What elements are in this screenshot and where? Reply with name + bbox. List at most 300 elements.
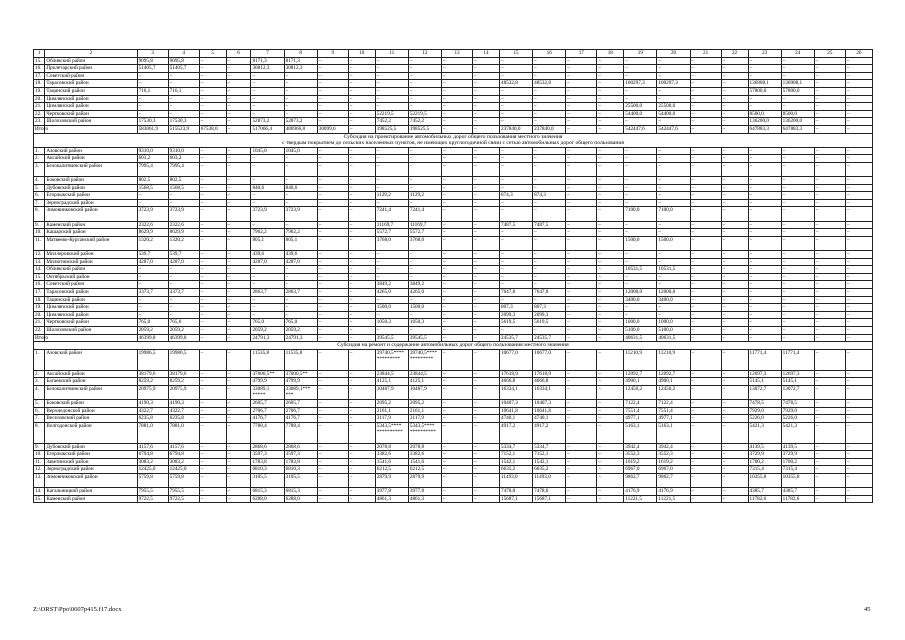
value-cell: 2605,7 [284, 399, 317, 407]
value-cell: – [473, 378, 500, 386]
value-cell: 8 [284, 50, 317, 58]
value-cell: 515523,9 [168, 125, 199, 133]
value-cell: 7788,4 [284, 422, 317, 443]
value-cell: – [348, 458, 375, 466]
value-cell: – [499, 177, 532, 185]
value-cell: – [566, 334, 597, 342]
district-name-cell: Тарасовский район [45, 80, 137, 88]
value-cell: – [375, 95, 408, 103]
value-cell: – [533, 57, 566, 65]
value-cell: – [199, 184, 226, 192]
value-cell: 4125,1 [408, 378, 441, 386]
value-cell: – [597, 311, 624, 319]
value-cell: – [317, 251, 348, 259]
value-cell: – [845, 72, 872, 80]
value-cell: – [442, 488, 473, 496]
value-cell: – [624, 273, 657, 281]
value-cell: – [624, 258, 657, 266]
value-cell: 874,3 [533, 192, 566, 200]
value-cell: – [721, 385, 748, 399]
value-cell: – [499, 103, 532, 111]
value-cell: – [499, 95, 532, 103]
row-number-cell: 1. [34, 349, 45, 370]
district-name-cell: Аксайский район [45, 155, 137, 163]
table-row [34, 422, 873, 443]
value-cell: 46399,8 [168, 334, 199, 342]
value-cell: – [442, 495, 473, 503]
value-cell: 24791,3 [251, 334, 284, 342]
value-cell: – [781, 319, 814, 327]
value-cell: – [845, 258, 872, 266]
value-cell: 237840,0 [533, 125, 566, 133]
value-cell: 3382,6 [408, 451, 441, 459]
value-cell: 3729,9 [781, 451, 814, 459]
value-cell: – [533, 177, 566, 185]
value-cell: 17530,3 [137, 118, 168, 126]
value-cell: – [533, 155, 566, 163]
value-cell: 136908,1 [781, 80, 814, 88]
value-cell: – [168, 103, 199, 111]
value-cell: – [199, 258, 226, 266]
section-heading-text [34, 133, 873, 147]
value-cell: – [199, 207, 226, 221]
value-cell: 3083,2 [137, 458, 168, 466]
value-cell: – [597, 399, 624, 407]
value-cell: 3849,2 [408, 281, 441, 289]
district-name-cell: Аксайский район [45, 370, 137, 378]
value-cell: 5226,0 [748, 415, 781, 423]
value-cell: – [845, 311, 872, 319]
value-cell: – [473, 236, 500, 250]
value-cell: 10487,9 [375, 385, 408, 399]
value-cell: – [597, 415, 624, 423]
value-cell: – [566, 192, 597, 200]
table-row [34, 370, 873, 378]
value-cell: – [473, 311, 500, 319]
value-cell: – [690, 80, 721, 88]
value-cell: – [845, 87, 872, 95]
value-cell: 7122,4 [624, 399, 657, 407]
value-cell: – [624, 229, 657, 237]
value-cell: – [624, 221, 657, 229]
value-cell: – [566, 229, 597, 237]
value-cell: – [721, 95, 748, 103]
value-cell: – [597, 147, 624, 155]
value-cell: 4287,0 [137, 258, 168, 266]
value-cell: – [597, 110, 624, 118]
value-cell: – [845, 162, 872, 176]
value-cell: – [657, 162, 690, 176]
value-cell: 7478,0 [533, 488, 566, 496]
value-cell: – [348, 415, 375, 423]
value-cell: – [199, 72, 226, 80]
value-cell: – [284, 296, 317, 304]
footnote-marker: ********** [409, 429, 436, 436]
value-cell: – [657, 57, 690, 65]
value-cell: – [781, 266, 814, 274]
value-cell: 7100,0 [657, 207, 690, 221]
value-cell: – [814, 236, 845, 250]
value-cell: – [137, 80, 168, 88]
value-cell: – [226, 399, 251, 407]
value-cell: – [748, 236, 781, 250]
value-cell: – [533, 258, 566, 266]
value-cell: – [442, 422, 473, 443]
total-row [34, 334, 873, 342]
value-cell: – [348, 199, 375, 207]
value-cell: 647883,3 [748, 125, 781, 133]
value-cell: – [690, 95, 721, 103]
footnote-marker: ********* [409, 356, 434, 363]
value-cell: – [226, 95, 251, 103]
value-cell: – [814, 266, 845, 274]
value-cell: – [597, 57, 624, 65]
value-cell: – [781, 103, 814, 111]
value-cell: – [473, 349, 500, 370]
value-cell: – [814, 65, 845, 73]
value-cell: – [199, 326, 226, 334]
value-cell: – [226, 80, 251, 88]
value-cell: – [348, 319, 375, 327]
value-cell: – [251, 72, 284, 80]
value-cell: 11 [375, 50, 408, 58]
value-cell: – [690, 57, 721, 65]
value-cell: 3105,5 [284, 473, 317, 487]
row-number-cell: 20. [34, 95, 45, 103]
value-cell: – [721, 422, 748, 443]
table-row [34, 103, 873, 111]
value-cell: – [199, 236, 226, 250]
value-cell: – [442, 125, 473, 133]
value-cell: – [375, 273, 408, 281]
value-cell: 2078,8 [408, 443, 441, 451]
value-cell: 6810,3 [284, 466, 317, 474]
value-cell: 7995,4 [168, 162, 199, 176]
value-cell: – [845, 125, 872, 133]
value-cell: – [284, 304, 317, 312]
value-cell: – [284, 273, 317, 281]
value-cell: – [199, 281, 226, 289]
value-cell: – [721, 72, 748, 80]
value-cell: – [597, 125, 624, 133]
value-cell: – [690, 184, 721, 192]
value-cell: – [597, 251, 624, 259]
value-cell: – [690, 319, 721, 327]
value-cell: 11493,0 [499, 473, 532, 487]
value-cell: – [199, 87, 226, 95]
value-cell: – [597, 236, 624, 250]
value-cell: – [690, 192, 721, 200]
value-cell: – [251, 87, 284, 95]
value-cell: – [442, 80, 473, 88]
value-cell: 1541,6 [408, 458, 441, 466]
value-cell: – [624, 177, 657, 185]
value-cell: 3942,4 [624, 443, 657, 451]
value-cell: – [473, 334, 500, 342]
value-cell: 26 [845, 50, 872, 58]
value-cell: – [814, 488, 845, 496]
value-cell: 12092,7 [624, 370, 657, 378]
value-cell: – [408, 258, 441, 266]
value-cell: 11169,7 [375, 221, 408, 229]
value-cell: 6815,3 [251, 488, 284, 496]
value-cell: – [251, 192, 284, 200]
value-cell: – [597, 162, 624, 176]
value-cell: – [284, 192, 317, 200]
value-cell: 5226,0 [781, 415, 814, 423]
value-cell: 539,7 [137, 251, 168, 259]
value-cell: – [566, 399, 597, 407]
value-cell: – [499, 87, 532, 95]
row-number-cell: 17. [34, 72, 45, 80]
value-cell: – [845, 103, 872, 111]
value-cell: – [499, 199, 532, 207]
value-cell: – [597, 184, 624, 192]
value-cell: – [690, 443, 721, 451]
value-cell: 1320,2 [168, 236, 199, 250]
value-cell: – [375, 311, 408, 319]
value-cell: 7241,4 [408, 207, 441, 221]
value-cell: – [137, 311, 168, 319]
value-cell: – [348, 221, 375, 229]
value-cell: – [442, 370, 473, 378]
row-number-cell: 12. [34, 251, 45, 259]
value-cell: 57800,0 [748, 87, 781, 95]
budget-table [33, 49, 873, 503]
value-cell: – [845, 495, 872, 503]
value-cell: 2868,6 [251, 443, 284, 451]
value-cell: 4176,9 [624, 488, 657, 496]
value-cell: – [199, 273, 226, 281]
value-cell: 4799,9 [284, 378, 317, 386]
value-cell: – [845, 370, 872, 378]
value-cell: 10355,8 [748, 473, 781, 487]
value-cell: – [721, 147, 748, 155]
value-cell: 2605,7 [251, 399, 284, 407]
value-cell: – [690, 399, 721, 407]
value-cell: – [226, 281, 251, 289]
value-cell: – [721, 251, 748, 259]
value-cell: 7487,5 [533, 221, 566, 229]
value-cell: – [781, 304, 814, 312]
value-cell: 2706,7 [284, 407, 317, 415]
value-cell: – [375, 326, 408, 334]
value-cell: – [721, 443, 748, 451]
value-cell: – [317, 466, 348, 474]
value-cell: – [566, 57, 597, 65]
value-cell: – [814, 311, 845, 319]
value-cell: – [533, 162, 566, 176]
value-cell: 9095,8 [137, 57, 168, 65]
value-cell: – [781, 155, 814, 163]
value-cell: 38179,6 [137, 370, 168, 378]
row-number-cell: 15. [34, 57, 45, 65]
value-cell: – [748, 192, 781, 200]
value-cell: 805,1 [251, 236, 284, 250]
value-cell: 7 [251, 50, 284, 58]
value-cell: – [473, 296, 500, 304]
value-cell: – [690, 103, 721, 111]
table-row [34, 399, 873, 407]
value-cell: – [748, 296, 781, 304]
value-cell: 9310,0 [137, 147, 168, 155]
value-cell: – [348, 311, 375, 319]
value-cell: – [226, 103, 251, 111]
value-cell: 11782,6 [781, 495, 814, 503]
value-cell: 4861,3 [408, 495, 441, 503]
value-cell: 4125,1 [375, 378, 408, 386]
value-cell: – [317, 349, 348, 370]
value-cell: – [748, 207, 781, 221]
value-cell: – [226, 72, 251, 80]
value-cell: – [199, 80, 226, 88]
value-cell: – [226, 378, 251, 386]
value-cell: – [473, 370, 500, 378]
value-cell: – [168, 266, 199, 274]
value-cell: – [348, 258, 375, 266]
value-cell: – [566, 258, 597, 266]
value-cell: – [814, 378, 845, 386]
value-cell: 2879,9 [375, 473, 408, 487]
value-cell: – [845, 95, 872, 103]
value-cell: 11771,4 [748, 349, 781, 370]
value-cell: – [814, 458, 845, 466]
value-cell: – [597, 273, 624, 281]
value-cell: 3105,5 [251, 473, 284, 487]
value-cell: 40631,5 [624, 334, 657, 342]
value-cell: – [721, 258, 748, 266]
value-cell: – [721, 207, 748, 221]
value-cell: 11771,4 [781, 349, 814, 370]
value-cell: 3382,6 [375, 451, 408, 459]
value-cell: – [375, 103, 408, 111]
row-number-cell: 21. [34, 103, 45, 111]
value-cell: – [597, 192, 624, 200]
value-cell: – [199, 229, 226, 237]
value-cell: – [814, 415, 845, 423]
value-cell: – [375, 80, 408, 88]
value-cell: 2095,2 [408, 399, 441, 407]
value-cell: – [597, 289, 624, 297]
value-cell: – [348, 110, 375, 118]
value-cell: – [814, 57, 845, 65]
value-cell: – [442, 162, 473, 176]
footnote-marker: ***** [252, 392, 266, 399]
value-cell: 6288,0 [251, 495, 284, 503]
value-cell: 4385,7 [781, 488, 814, 496]
value-cell: – [748, 326, 781, 334]
value-cell: 7881,0 [137, 422, 168, 443]
row-number-cell: 7. [34, 415, 45, 423]
value-cell: 3400,0 [657, 296, 690, 304]
value-cell: – [317, 221, 348, 229]
value-cell: – [566, 319, 597, 327]
value-cell: – [473, 110, 500, 118]
value-cell: – [781, 207, 814, 221]
value-cell: – [137, 103, 168, 111]
value-cell: – [690, 207, 721, 221]
value-cell: 1619,2 [657, 458, 690, 466]
value-cell: – [348, 251, 375, 259]
table-row [34, 221, 873, 229]
value-cell: – [566, 326, 597, 334]
row-number-cell: 9. [34, 443, 45, 451]
value-cell: 7487,5 [499, 221, 532, 229]
value-cell: 7929,0 [748, 407, 781, 415]
value-cell: – [317, 155, 348, 163]
value-cell: – [657, 221, 690, 229]
value-cell: – [781, 199, 814, 207]
value-cell: – [137, 192, 168, 200]
value-cell: – [473, 221, 500, 229]
value-cell: – [226, 422, 251, 443]
value-cell: – [781, 281, 814, 289]
value-cell: – [721, 155, 748, 163]
table-row [34, 236, 873, 250]
row-number-cell: 8. [34, 422, 45, 443]
value-cell: 2161,1 [375, 407, 408, 415]
value-cell: – [845, 177, 872, 185]
value-cell: – [473, 72, 500, 80]
value-cell: 1783,8 [251, 458, 284, 466]
value-cell: 2078,8 [375, 443, 408, 451]
value-cell: 48532,8 [499, 80, 532, 88]
value-cell: – [442, 443, 473, 451]
value-cell: – [317, 311, 348, 319]
value-cell: 3768,0 [375, 236, 408, 250]
row-number-cell: 22. [34, 110, 45, 118]
value-cell: 7647,8 [499, 289, 532, 297]
value-cell: 1568,5 [137, 184, 168, 192]
value-cell: – [473, 251, 500, 259]
district-name-cell: Обливский район [45, 57, 137, 65]
value-cell: – [499, 296, 532, 304]
value-cell: 5 [199, 50, 226, 58]
budget-table-sheet [33, 49, 873, 503]
value-cell: 6635,2 [533, 466, 566, 474]
value-cell: – [624, 57, 657, 65]
value-cell: – [657, 229, 690, 237]
value-cell: – [348, 162, 375, 176]
value-cell: – [348, 334, 375, 342]
table-row [34, 87, 873, 95]
value-cell: – [137, 266, 168, 274]
value-cell: 5421,3 [781, 422, 814, 443]
district-name-cell: Белокалитвинский район [45, 385, 137, 399]
value-cell: – [721, 370, 748, 378]
value-cell: – [690, 266, 721, 274]
value-cell: 2095,2 [375, 399, 408, 407]
value-cell: – [226, 251, 251, 259]
value-cell: 765,0 [284, 319, 317, 327]
value-cell: – [317, 199, 348, 207]
value-cell: 7929,0 [781, 407, 814, 415]
value-cell: 13072,7 [781, 385, 814, 399]
value-cell: 7955,5 [168, 488, 199, 496]
value-cell: – [499, 110, 532, 118]
district-name-cell: Боковский район [45, 177, 137, 185]
row-number-cell: 14. [34, 488, 45, 496]
value-cell: 2059,2 [168, 326, 199, 334]
value-cell: – [597, 495, 624, 503]
section-heading-line: Субсидия на проектирование автомобильных дорог общего пользования местного значения [343, 133, 563, 140]
value-cell: – [317, 488, 348, 496]
value-cell: – [690, 199, 721, 207]
district-name-cell: Зимовниковский район [45, 207, 137, 221]
value-cell: – [375, 72, 408, 80]
value-cell: – [473, 473, 500, 487]
value-cell: – [226, 319, 251, 327]
